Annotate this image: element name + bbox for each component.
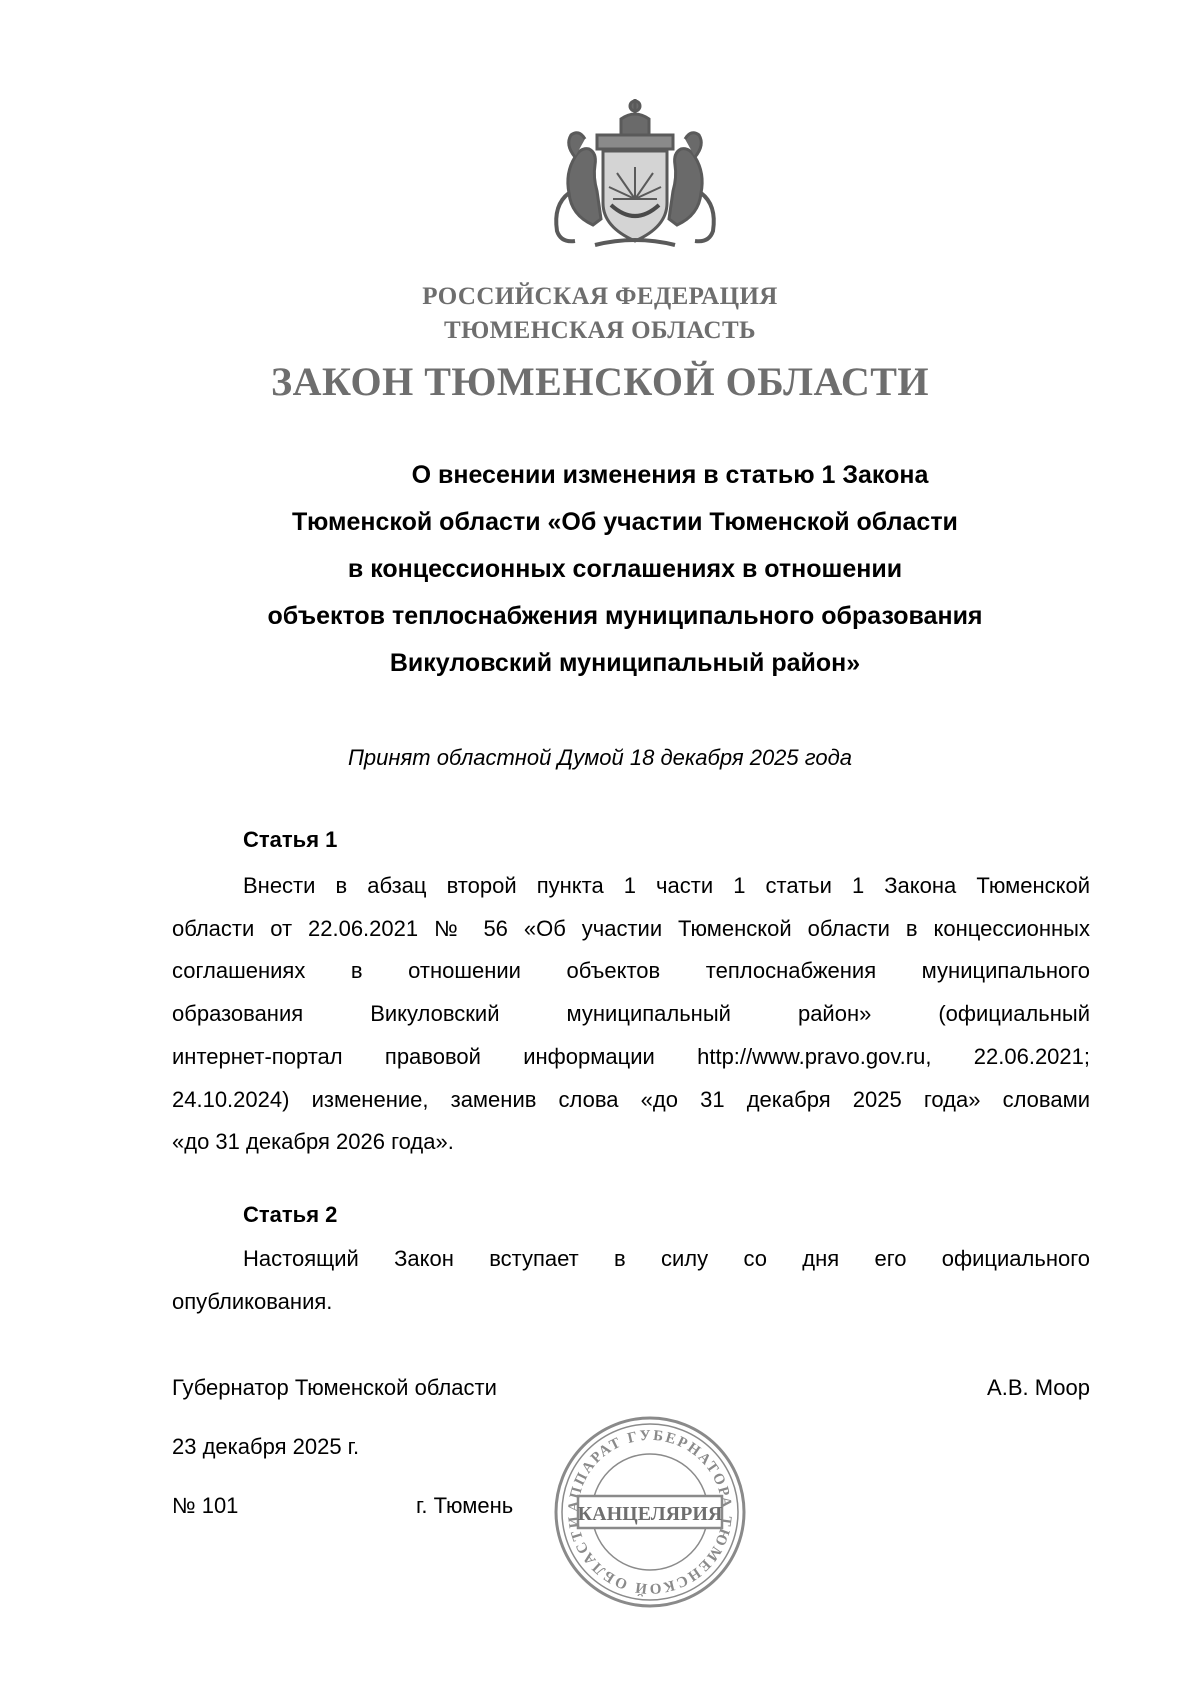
coat-of-arms-emblem <box>535 95 735 255</box>
article-line: интернет-портал правовой информации http://www.pravo.gov.ru, 22.06.2021; <box>172 1043 1090 1069</box>
stamp-ring-text: АППАРАТ ГУБЕРНАТОРА ТЮМЕНСКОЙ ОБЛАСТИ <box>565 1427 735 1597</box>
article-line: опубликования. <box>172 1288 333 1314</box>
signatory-name: А.В. Моор <box>987 1375 1090 1400</box>
title-line: объектов теплоснабжения муниципального образования <box>267 602 983 630</box>
article-line: «до 31 декабря 2026 года». <box>172 1129 454 1155</box>
article-2-body <box>172 1238 1090 1323</box>
article-1-body <box>172 865 1090 1164</box>
law-type-heading: ЗАКОН ТЮМЕНСКОЙ ОБЛАСТИ <box>270 359 930 404</box>
article-line: Настоящий Закон вступает в силу со дня его официального <box>243 1246 1090 1271</box>
signing-city: г. Тюмень <box>416 1493 514 1518</box>
title-line: в концессионных соглашениях в отношении <box>347 555 903 583</box>
title-line: Тюменской области «Об участии Тюменской области <box>292 508 958 536</box>
article-2-heading: Статья 2 <box>243 1202 338 1227</box>
signatory-position: Губернатор Тюменской области <box>172 1375 497 1400</box>
article-line: 24.10.2024) изменение, заменив слова «до 31 декабря 2025 года» словами <box>172 1086 1090 1112</box>
article-line: области от 22.06.2021 № 56 «Об участии Тюменской области в концессионных <box>172 915 1090 941</box>
chancellery-stamp <box>550 1412 750 1612</box>
title-line: Викуловский муниципальный район» <box>389 649 861 677</box>
article-1-heading: Статья 1 <box>243 827 338 852</box>
country-heading: РОССИЙСКАЯ ФЕДЕРАЦИЯ <box>422 283 778 310</box>
adoption-note: Принят областной Думой 18 декабря 2025 года <box>347 745 852 770</box>
law-number: № 101 <box>172 1493 239 1518</box>
title-line: О внесении изменения в статью 1 Закона <box>411 461 929 489</box>
document-title <box>160 452 1090 687</box>
signing-date: 23 декабря 2025 г. <box>172 1434 360 1459</box>
region-heading: ТЮМЕНСКАЯ ОБЛАСТЬ <box>444 317 756 344</box>
article-line: соглашениях в отношении объектов теплоснабжения муниципального <box>172 958 1090 984</box>
article-line: Внести в абзац второй пункта 1 части 1 статьи 1 Закона Тюменской <box>243 873 1090 898</box>
stamp-center-text: КАНЦЕЛЯРИЯ <box>577 1503 723 1525</box>
article-line: образования Викуловский муниципальный район» (официальный <box>172 1001 1090 1027</box>
